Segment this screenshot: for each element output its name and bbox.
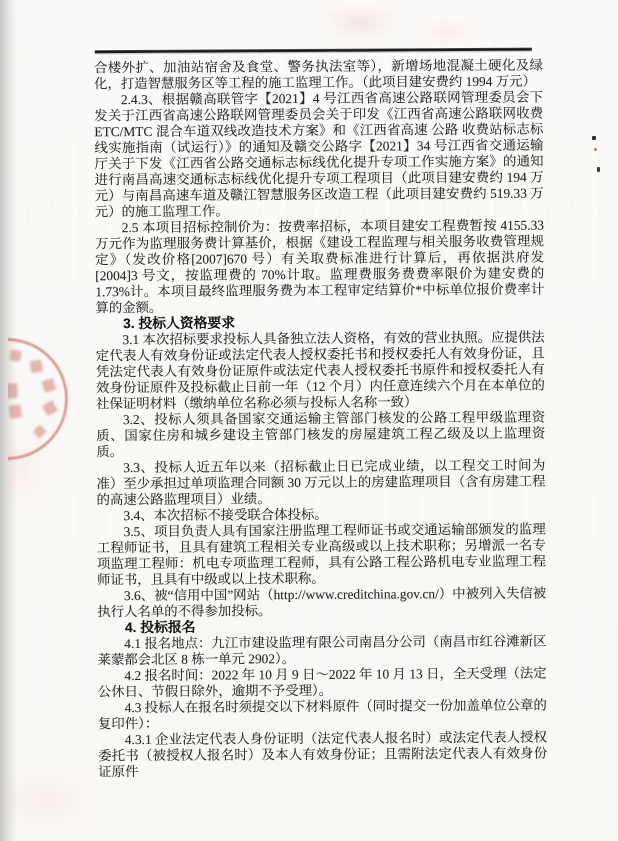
scan-left-edge — [0, 0, 8, 841]
scan-edge-shadow — [8, 0, 17, 841]
clause-3-3: 3.3、投标人近五年以来（招标截止日已完成业绩，以工程交工时间为准）至少承担过单项监理合同额 30 万元以上的房建监理项目（含有房建工程的高速公路监理项目）业绩。 — [96, 457, 546, 508]
document-body — [94, 58, 547, 781]
clause-4-3: 4.3 投标人在报名时须提交以下材料原件（同时提交一份加盖单位公章的复印件）： — [97, 697, 547, 732]
header-rule — [95, 48, 532, 54]
clause-4-3-1: 4.3.1 企业法定代表人身份证明（法定代表人报名时）或法定代表人授权委托书（被授权人报名时）及本人有效身份证；且需附法定代表人有效身份证原件 — [98, 729, 548, 780]
clause-3-6: 3.6、被“信用中国”网站（http://www.creditchina.gov.cn/）中被列入失信被执行人名单的不得参加投标。 — [97, 585, 547, 620]
scan-speck — [597, 167, 600, 172]
clause-3-1: 3.1 本次招标要求投标人具备独立法人资格，有效的营业执照。应提供法定代表人有效身份证或法定代表人授权委托书和授权委托人有效身份证，且凭法定代表人有效身份证原件或法定代表人授权委托书原件和授权委托人有效身份证原件及投标截止日前一年（12 个月）内任意连续六个月在本单位的社保证明材料（缴纳单位名称必须与投标人名称一致） — [95, 329, 545, 412]
section-3-heading: 3. 投标人资格要求 — [123, 315, 236, 332]
scan-speck-red — [594, 148, 597, 151]
clause-3-2: 3.2、投标人须具备国家交通运输主管部门核发的公路工程甲级监理资质、国家住房和城乡建设主管部门核发的房屋建筑工程乙级及以上监理资质。 — [96, 409, 546, 460]
clause-4-2: 4.2 报名时间：2022 年 10 月 9 日～2022 年 10 月 13 日，全天受理（法定公休日、节假日除外，逾期不予受理）。 — [97, 665, 547, 700]
scan-speck — [592, 136, 596, 140]
clause-3-4: 3.4、本次招标不接受联合体投标。 — [123, 506, 328, 524]
clause-3-5: 3.5、项目负责人具有国家注册监理工程师证书或交通运输部颁发的监理工程师证书，且具有建筑工程相关专业高级或以上技术职称；另增派一名专项监理工程师：机电专项监理工程师，具有公路工程公路机电专业监理工程师证书，且具有中级或以上技术职称。 — [96, 521, 547, 588]
clause-4-1: 4.1 报名地点：九江市建设监理有限公司南昌分公司（南昌市红谷滩新区莱蒙都会北区 8 栋一单元 2902）。 — [97, 633, 547, 668]
section-4-heading: 4. 投标报名 — [124, 619, 196, 636]
clause-2-4-3: 2.4.3、根据赣高联管字【2021】4 号江西省高速公路联网管理委员会下发关于江西省高速公路联网管理委员会关于印发《江西省高速公路联网收费 ETC/MTC 混合车道双线改造技术方案》和《江西省高速 公路 收费站标志标线实施指南（试运行）》的通知及赣交公路字【2021】34 号江西省交通运输厅关于下发《江西省公路交通标志标线优化提升专项工作实施方案》的通知进行南昌高速交通标志标线优化提升专项工程项目（此项目建安费约 194 万元）与南昌高速车道及赣江智慧服务区改造工程（此项目建安费约 519.33 万元）的施工监理工作。 — [94, 89, 544, 220]
clause-2-5: 2.5 本项目招标控制价为：按费率招标，本项目建安工程费暂按 4155.33 万元作为监理服务费计算基价，根据《建设工程监理与相关服务收费管理规定》（发改价格[2007]670 号）有关取费标准进行计算后，再依据洪府发[2004]3 号文，按监理费的 70%计取。监理费服务费费率限价为建安费的 1.73%计。本项目最终监理服务费为本工程审定结算价*中标单位报价费率计算的金额。 — [94, 217, 545, 316]
continuation-paragraph: 合楼外扩、加油站宿舍及食堂、警务执法室等），新增场地混凝土硬化及绿化，打造智慧服务区等工程的施工监理工作。（此项目建安费约 1994 万元） — [93, 57, 544, 92]
